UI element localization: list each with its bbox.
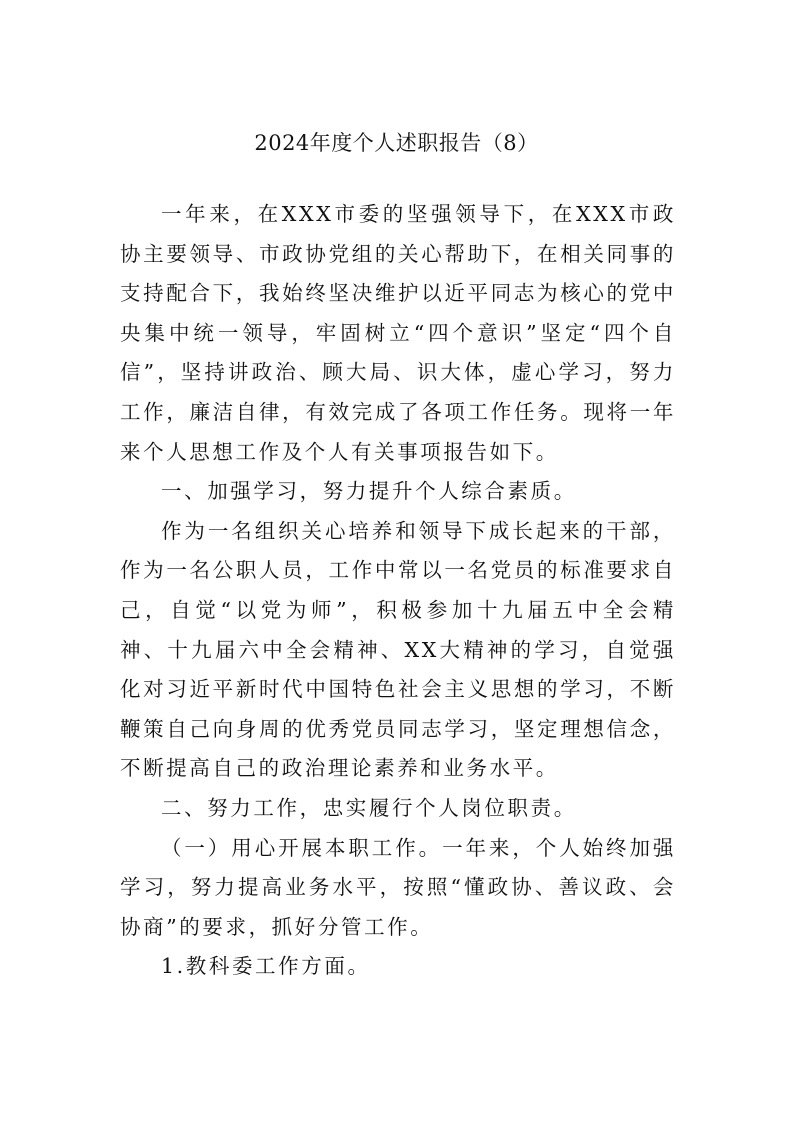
section-1-paragraph: 作为一名组织关心培养和领导下成长起来的干部，作为一名公职人员，工作中常以一名党员的标准要求自己，自觉“以党为师”，积极参加十九届五中全会精神、十九届六中全会精神、XX大精神的学习，自觉强化对习近平新时代中国特色社会主义思想的学习，不断鞭策自己向身周的优秀党员同志学习，坚定理想信念，不断提高自己的政治理论素养和业务水平。 (120, 518, 676, 781)
document-body (120, 195, 676, 987)
subsection-1-paragraph: （一）用心开展本职工作。一年来，个人始终加强学习，努力提高业务水平，按照“懂政协、善议政、会协商”的要求，抓好分管工作。 (120, 835, 676, 939)
section-heading-2: 二、努力工作，忠实履行个人岗位职责。 (161, 795, 577, 820)
section-heading-1: 一、加强学习，努力提升个人综合素质。 (161, 479, 577, 504)
intro-paragraph: 一年来，在XXX市委的坚强领导下，在XXX市政协主要领导、市政协党组的关心帮助下，在相关同事的支持配合下，我始终坚决维护以近平同志为核心的党中央集中统一领导，牢固树立“四个意识”坚定“四个自信”，坚持讲政治、顾大局、识大体，虚心学习，努力工作，廉洁自律，有效完成了各项工作任务。现将一年来个人思想工作及个人有关事项报告如下。 (120, 202, 676, 464)
document-title: 2024年度个人述职报告（8） (254, 131, 539, 155)
item-heading-1: 1.教科委工作方面。 (161, 954, 371, 979)
